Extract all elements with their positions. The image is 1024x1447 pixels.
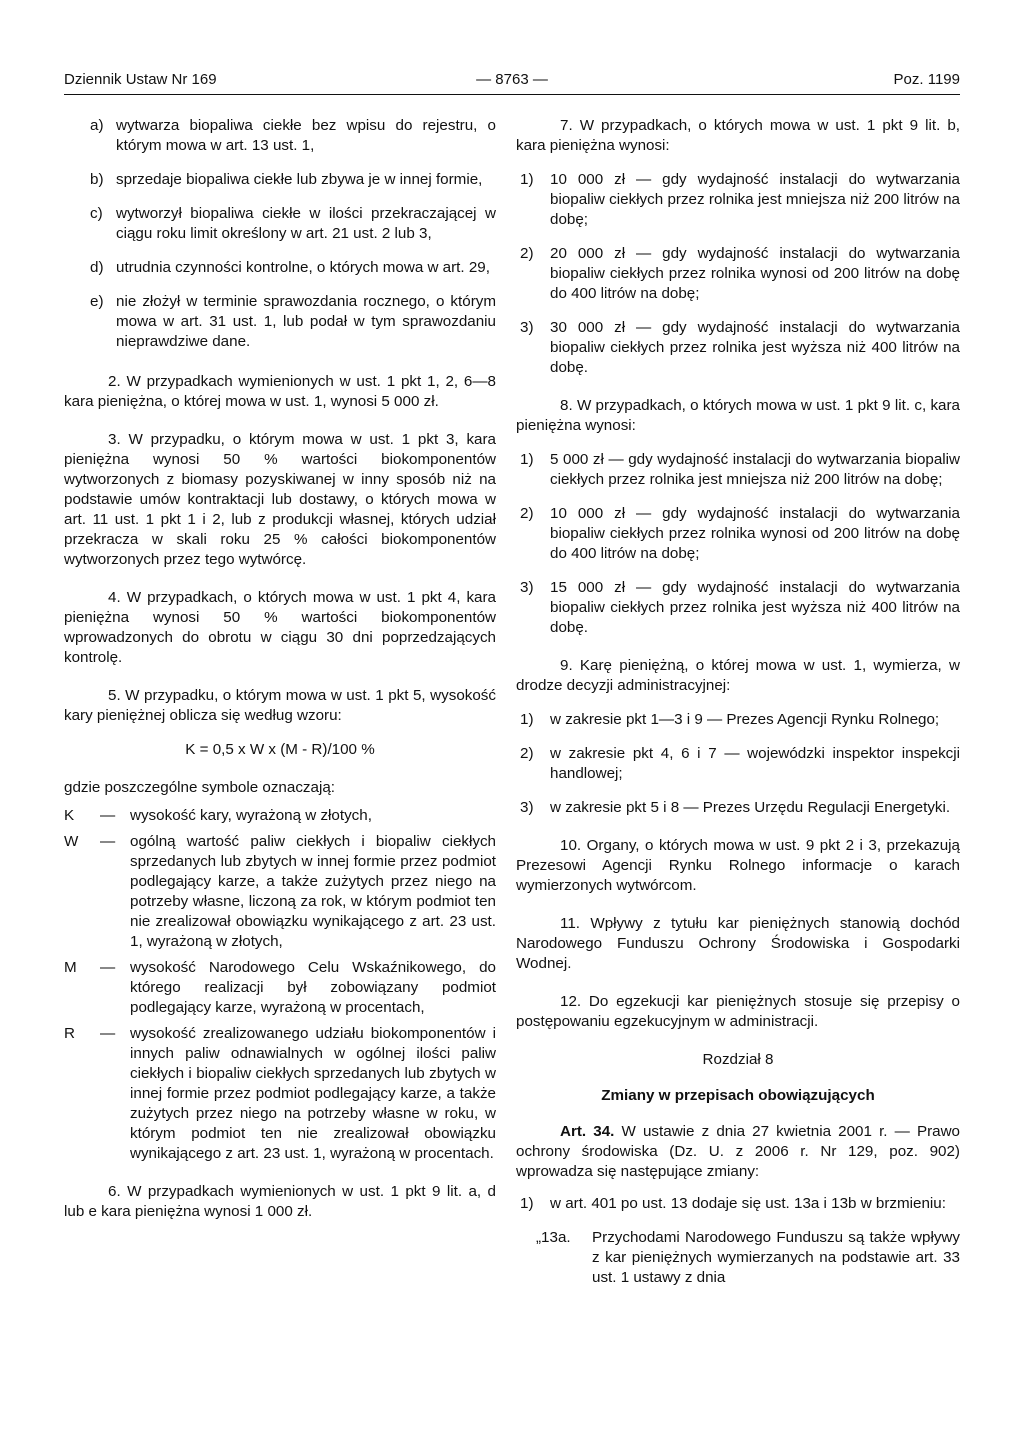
dash: — (100, 833, 116, 850)
paragraph-7: 7. W przypadkach, o których mowa w ust. 1 pkt 9 lit. b, kara pieniężna wynosi: (516, 117, 960, 154)
formula: K = 0,5 x W x (M - R)/100 % (185, 741, 375, 758)
list-item (520, 504, 960, 564)
list-item (520, 744, 960, 784)
item-text: w zakresie pkt 4, 6 i 7 — wojewódzki inspektor inspekcji handlowej; (550, 745, 960, 782)
item-text: w zakresie pkt 1—3 i 9 — Prezes Agencji Rynku Rolnego; (550, 711, 940, 728)
list-item (520, 710, 960, 730)
list-item (520, 318, 960, 378)
item-text: wytwarza biopaliwa ciekłe bez wpisu do rejestru, o którym mowa w art. 13 ust. 1, (116, 117, 496, 154)
paragraph-11: 11. Wpływy z tytułu kar pieniężnych stanowią dochód Narodowego Funduszu Ochrony Środowiska i Gospodarki Wodnej. (516, 915, 960, 972)
numbered-list (516, 1194, 960, 1214)
list-item (520, 578, 960, 638)
journal-title: Dziennik Ustaw Nr 169 (64, 71, 217, 88)
page-number: — 8763 — (476, 71, 548, 88)
item-marker: 3) (520, 319, 534, 336)
left-column (64, 116, 496, 1240)
chapter-number: Rozdział 8 (702, 1051, 774, 1068)
paragraph-5: 5. W przypadku, o którym mowa w ust. 1 pkt 5, wysokość kary pieniężnej oblicza się według wzoru: (64, 687, 496, 724)
list-item (90, 170, 496, 190)
definition-text: wysokość zrealizowanego udziału biokomponentów i innych paliw odnawialnych w ogólnej ilości paliw ciekłych i biopaliw ciekłych sprzedanych lub zbytych w innej formie przez podmiot podlegający karze, a także zużytych przez niego na potrzeby własne w roku, w którym podmiot ten nie zrealizował obowiązku wynikającego z art. 23 ust. 1, wyrażoną w procentach. (130, 1025, 496, 1162)
paragraph-2: 2. W przypadkach wymienionych w ust. 1 pkt 1, 2, 6—8 kara pieniężna, o której mowa w ust. 1, wynosi 5 000 zł. (64, 373, 496, 410)
chapter-title: Zmiany w przepisach obowiązujących (601, 1087, 875, 1104)
item-marker: 1) (520, 711, 534, 728)
symbols-intro: gdzie poszczególne symbole oznaczają: (64, 779, 336, 796)
item-marker: 1) (520, 1195, 534, 1212)
paragraph-4: 4. W przypadkach, o których mowa w ust. 1 pkt 4, kara pieniężna wynosi 50 % wartości biokomponentów wprowadzonych do obrotu w ciągu 30 dni poprzedzających kontrolę. (64, 589, 496, 666)
item-marker: d) (90, 259, 104, 276)
item-text: w zakresie pkt 5 i 8 — Prezes Urzędu Regulacji Energetyki. (550, 799, 951, 816)
item-marker: 1) (520, 171, 534, 188)
paragraph-3: 3. W przypadku, o którym mowa w ust. 1 pkt 3, kara pieniężna wynosi 50 % wartości biokomponentów wytworzonych z biomasy pozyskiwanej w inny sposób niż na podstawie umów kontraktacji lub dostawy, o których mowa w art. 11 ust. 1 pkt 1 i 2, lub z produkcji własnej, których udział przekracza w skali roku 25 % całości biokomponentów wytworzonych przez tego wytwórcę. (64, 431, 496, 568)
item-text: 10 000 zł — gdy wydajność instalacji do wytwarzania biopaliw ciekłych przez rolnika jest mniejsza niż 200 litrów na dobę; (550, 171, 960, 228)
paragraph-10: 10. Organy, o których mowa w ust. 9 pkt 2 i 3, przekazują Prezesowi Agencji Rynku Rolnego informacje o karach wymierzonych wytwórcom. (516, 837, 960, 894)
item-text: w art. 401 po ust. 13 dodaje się ust. 13a i 13b w brzmieniu: (550, 1195, 946, 1212)
definition-text: ogólną wartość paliw ciekłych i biopaliw ciekłych sprzedanych lub zbytych w innej formie przez podmiot podlegający karze, a także zużytych przez niego na potrzeby własne, liczoną za rok, w którym podmiot ten nie zrealizował obowiązku wynikającego z art. 23 ust. 1, wyrażoną w złotych, (130, 833, 496, 950)
provision-text: Przychodami Narodowego Funduszu są także wpływy z kar pieniężnych wymierzanych na podstawie art. 33 ust. 1 ustawy z dnia (592, 1229, 960, 1286)
symbol: K (64, 807, 75, 824)
dash: — (100, 959, 116, 976)
item-text: 10 000 zł — gdy wydajność instalacji do wytwarzania biopaliw ciekłych przez rolnika wynosi od 200 litrów na dobę do 400 litrów na dobę; (550, 505, 960, 562)
item-marker: a) (90, 117, 104, 134)
article-text: W ustawie z dnia 27 kwietnia 2001 r. — Prawo ochrony środowiska (Dz. U. z 2006 r. Nr 129, poz. 902) wprowadza się następujące zmiany: (516, 1123, 960, 1180)
item-text: utrudnia czynności kontrolne, o których mowa w art. 29, (116, 259, 490, 276)
paragraph-9: 9. Karę pieniężną, o której mowa w ust. 1, wymierza, w drodze decyzji administracyjnej: (516, 657, 960, 694)
item-marker: 2) (520, 245, 534, 262)
item-marker: 2) (520, 745, 534, 762)
paragraph-12: 12. Do egzekucji kar pieniężnych stosuje się przepisy o postępowaniu egzekucyjnym w administracji. (516, 993, 960, 1030)
definition-text: wysokość Narodowego Celu Wskaźnikowego, do którego realizacji był zobowiązany podmiot podlegający karze, wyrażoną w procentach, (130, 959, 496, 1016)
item-marker: c) (90, 205, 103, 222)
article-34 (516, 1122, 960, 1182)
item-marker: b) (90, 171, 104, 188)
definition-row (64, 958, 496, 1018)
definition-text: wysokość kary, wyrażoną w złotych, (130, 807, 372, 824)
list-item (90, 258, 496, 278)
paragraph-8: 8. W przypadkach, o których mowa w ust. 1 pkt 9 lit. c, kara pieniężna wynosi: (516, 397, 960, 434)
definition-row (64, 1024, 496, 1164)
list-item (520, 798, 960, 818)
dash: — (100, 1025, 116, 1042)
item-marker: 1) (520, 451, 534, 468)
item-text: 30 000 zł — gdy wydajność instalacji do wytwarzania biopaliw ciekłych przez rolnika jest wyższa niż 400 litrów na dobę. (550, 319, 960, 376)
provision-number: „13a. (536, 1229, 571, 1246)
list-item (520, 170, 960, 230)
page-header (64, 70, 960, 95)
item-marker: e) (90, 293, 104, 310)
item-marker: 3) (520, 579, 534, 596)
paragraph-6: 6. W przypadkach wymienionych w ust. 1 pkt 9 lit. a, d lub e kara pieniężna wynosi 1 000 zł. (64, 1183, 496, 1220)
list-item (90, 204, 496, 244)
article-label: Art. 34. (560, 1123, 615, 1140)
numbered-list (516, 710, 960, 818)
symbol: R (64, 1025, 75, 1042)
item-marker: 2) (520, 505, 534, 522)
sub-item-list (64, 116, 496, 352)
definition-row (64, 806, 496, 826)
quoted-provision (516, 1228, 960, 1288)
position-number: Poz. 1199 (893, 71, 960, 88)
symbol: M (64, 959, 77, 976)
definition-row (64, 832, 496, 952)
symbol-definitions (64, 806, 496, 1164)
list-item (520, 244, 960, 304)
item-text: 20 000 zł — gdy wydajność instalacji do wytwarzania biopaliw ciekłych przez rolnika wynosi od 200 litrów na dobę do 400 litrów na dobę; (550, 245, 960, 302)
item-text: 15 000 zł — gdy wydajność instalacji do wytwarzania biopaliw ciekłych przez rolnika jest wyższa niż 400 litrów na dobę. (550, 579, 960, 636)
numbered-list (516, 450, 960, 638)
item-text: sprzedaje biopaliwa ciekłe lub zbywa je w innej formie, (116, 171, 483, 188)
list-item (90, 116, 496, 156)
item-text: wytworzył biopaliwa ciekłe w ilości przekraczającej w ciągu roku limit określony w art. 21 ust. 2 lub 3, (116, 205, 496, 242)
numbered-list (516, 170, 960, 378)
list-item (520, 450, 960, 490)
list-item (520, 1194, 960, 1214)
item-text: 5 000 zł — gdy wydajność instalacji do wytwarzania biopaliw ciekłych przez rolnika jest mniejsza niż 200 litrów na dobę; (550, 451, 960, 488)
symbol: W (64, 833, 79, 850)
list-item (90, 292, 496, 352)
dash: — (100, 807, 116, 824)
right-column (516, 116, 960, 1288)
item-marker: 3) (520, 799, 534, 816)
item-text: nie złożył w terminie sprawozdania rocznego, o którym mowa w art. 31 ust. 1, lub podał w tym sprawozdaniu nieprawdziwe dane. (116, 293, 496, 350)
